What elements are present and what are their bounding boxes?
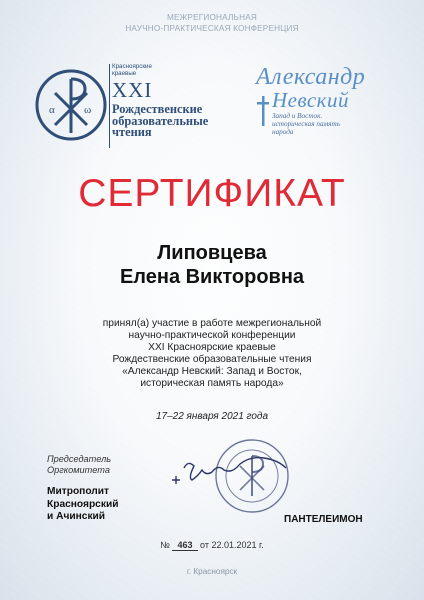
event-name-line1: XXI Красноярские краевые (148, 342, 276, 353)
registration-number-label: № (160, 540, 170, 550)
chair-title: Председатель Оргкомитета (47, 454, 112, 475)
nevsky-logo-line1: Александр (256, 64, 366, 90)
metropolitan-title: Митрополит Красноярский и Ачинский (47, 486, 119, 522)
omega-glyph: ω (84, 104, 92, 116)
event-name-line2: Рождественские образовательные чтения (112, 354, 312, 365)
alpha-glyph: α (49, 104, 55, 116)
registration-number: 463 (172, 540, 197, 551)
nevsky-logo-subtitle: Запад и Восток. историческая память народа (272, 112, 340, 136)
nevsky-logo-line2: Невский (272, 88, 349, 112)
sword-icon (256, 96, 270, 126)
certificate-title: СЕРТИФИКАТ (78, 172, 346, 215)
city-footer: г. Красноярск (186, 567, 238, 576)
registration-line (0, 540, 424, 550)
conference-type-line1: МЕЖРЕГИОНАЛЬНАЯ (166, 13, 258, 22)
event-theme-line2: историческая память народа» (140, 378, 284, 389)
participation-text-line2: научно-практической конференции (128, 330, 296, 341)
logo-readings-title: Рождественские образовательные чтения (112, 102, 209, 139)
event-dates: 17–22 января 2021 года (155, 411, 269, 422)
event-theme-line1: «Александр Невский: Запад и Восток, (122, 366, 302, 377)
recipient-surname: Липовцева (157, 242, 267, 264)
chi-rho-logo-icon (33, 67, 109, 143)
participation-text-line1: принял(а) участие в работе межрегиональной (102, 318, 322, 329)
registration-date: от 22.01.2021 г. (200, 540, 264, 550)
seal-and-signature-icon (170, 428, 300, 528)
logo-numeral: XXI (112, 78, 153, 102)
signer-name: ПАНТЕЛЕИМОН (284, 514, 363, 525)
logo-small-caption: Красноярские краевые (112, 63, 152, 77)
conference-type-line2: НАУЧНО-ПРАКТИЧЕСКАЯ КОНФЕРЕНЦИЯ (125, 24, 299, 33)
logo-divider (109, 64, 110, 148)
recipient-given-names: Елена Викторовна (119, 266, 305, 288)
